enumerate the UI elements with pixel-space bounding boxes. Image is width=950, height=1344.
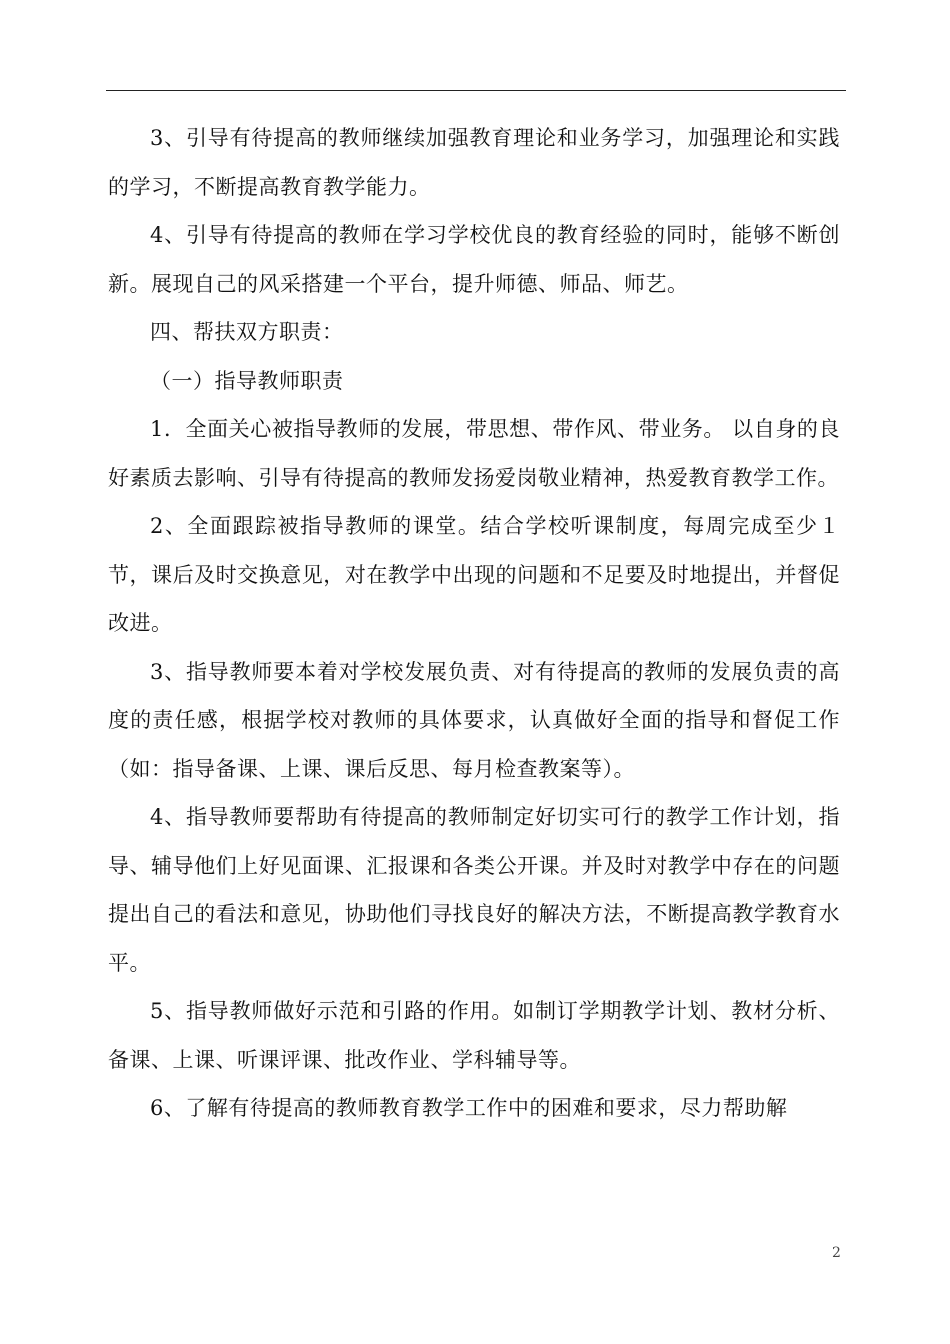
page-number: 2 — [832, 1245, 841, 1261]
header-rule — [106, 90, 846, 91]
document-body — [108, 114, 840, 1133]
paragraph-duty-4: 4、指导教师要帮助有待提高的教师制定好切实可行的教学工作计划，指导、辅导他们上好见面课、汇报课和各类公开课。并及时对教学中存在的问题提出自己的看法和意见，协助他们寻找良好的解决方法，不断提高教学教育水平。 — [108, 805, 840, 975]
paragraph-goal-3: 3、引导有待提高的教师继续加强教育理论和业务学习，加强理论和实践的学习，不断提高教育教学能力。 — [108, 126, 840, 199]
paragraph-duty-5: 5、指导教师做好示范和引路的作用。如制订学期教学计划、教材分析、备课、上课、听课评课、批改作业、学科辅导等。 — [108, 999, 840, 1072]
paragraph-duty-1: 1．全面关心被指导教师的发展，带思想、带作风、带业务。 以自身的良好素质去影响、引导有待提高的教师发扬爱岗敬业精神，热爱教育教学工作。 — [108, 417, 840, 490]
paragraph-duty-2: 2、全面跟踪被指导教师的课堂。结合学校听课制度，每周完成至少１节，课后及时交换意见，对在教学中出现的问题和不足要及时地提出，并督促改进。 — [108, 514, 840, 635]
paragraph-goal-4: 4、引导有待提高的教师在学习学校优良的教育经验的同时，能够不断创新。展现自己的风采搭建一个平台，提升师德、师品、师艺。 — [108, 223, 840, 296]
paragraph-duty-3: 3、指导教师要本着对学校发展负责、对有待提高的教师的发展负责的高度的责任感，根据学校对教师的具体要求，认真做好全面的指导和督促工作（如：指导备课、上课、课后反思、每月检查教案等）。 — [108, 659, 840, 781]
paragraph-duty-6: 6、了解有待提高的教师教育教学工作中的困难和要求，尽力帮助解 — [150, 1096, 788, 1120]
section-heading-duties: 四、帮扶双方职责： — [150, 320, 344, 344]
subsection-heading-mentor-duties: （一）指导教师职责 — [150, 368, 344, 393]
